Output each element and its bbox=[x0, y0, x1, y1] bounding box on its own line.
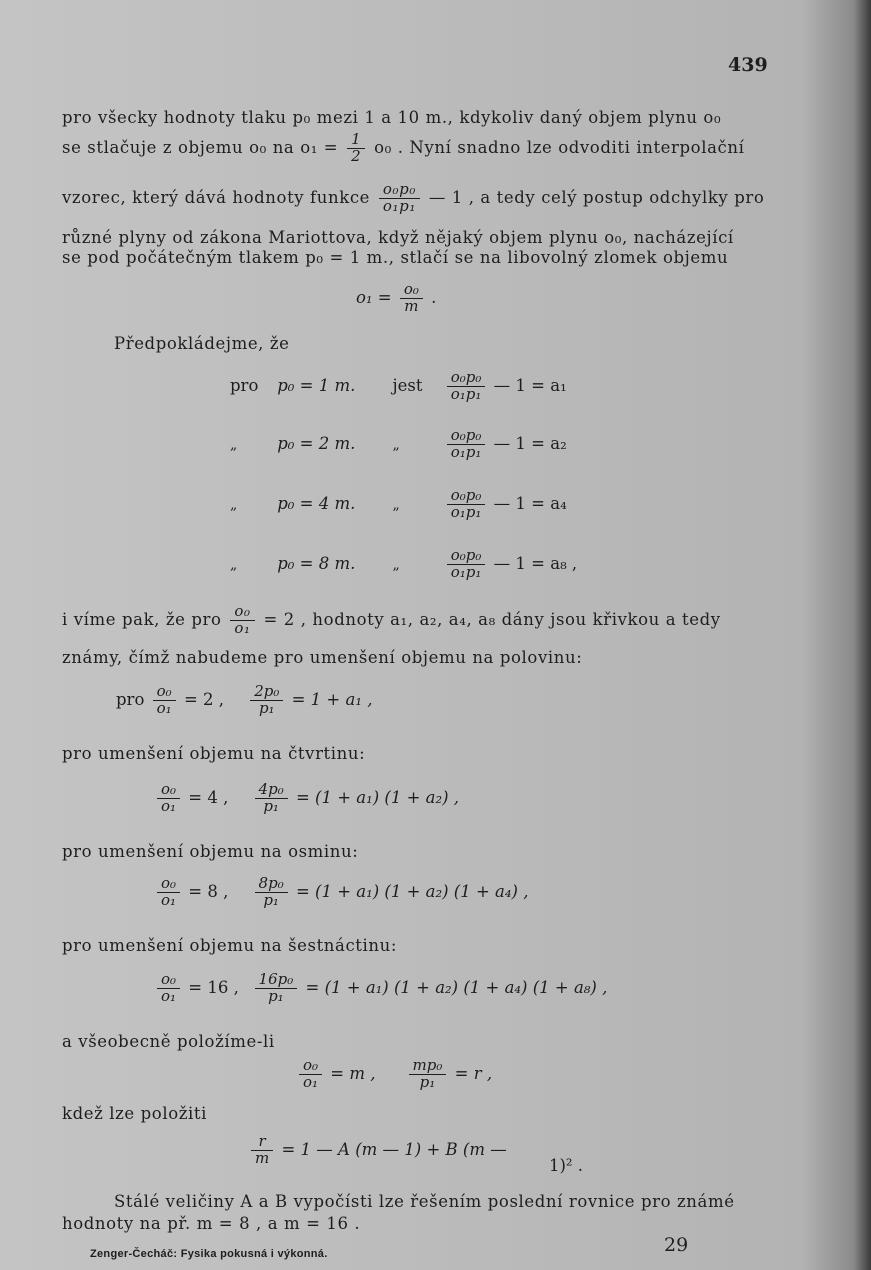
fraction bbox=[447, 370, 486, 403]
fraction-numerator: mp₀ bbox=[409, 1058, 447, 1075]
equation-eighth bbox=[154, 876, 528, 909]
fraction bbox=[255, 876, 288, 909]
fraction bbox=[347, 132, 365, 165]
fraction bbox=[251, 1134, 273, 1167]
fraction bbox=[447, 548, 486, 581]
case-rhs: — 1 = a₁ bbox=[493, 375, 567, 395]
fraction-denominator: o₁p₁ bbox=[450, 442, 482, 461]
fraction-denominator: p₁ bbox=[258, 698, 275, 717]
case-lead: „ bbox=[230, 436, 238, 453]
case-pressure: p₀ = 2 m. bbox=[277, 433, 356, 453]
signature-mark: 29 bbox=[664, 1234, 689, 1256]
case-row bbox=[230, 428, 567, 461]
eq-mid: = 16 , bbox=[188, 977, 239, 997]
text-line: Předpokládejme, že bbox=[114, 334, 290, 353]
text-line bbox=[62, 132, 744, 165]
case-pressure: p₀ = 1 m. bbox=[277, 375, 356, 395]
case-jest: jest bbox=[392, 375, 423, 395]
fraction-denominator: p₁ bbox=[268, 986, 284, 1005]
fraction-numerator: o₀p₀ bbox=[447, 370, 486, 387]
fraction-denominator: p₁ bbox=[419, 1072, 436, 1091]
eq-lhs: o₁ = bbox=[356, 287, 392, 307]
fraction-numerator: o₀p₀ bbox=[447, 488, 486, 505]
fraction-numerator: o₀ bbox=[153, 684, 176, 701]
eq-rhs: = r , bbox=[454, 1063, 493, 1083]
fraction-numerator: o₀p₀ bbox=[447, 428, 486, 445]
case-lead: „ bbox=[230, 496, 238, 513]
fraction-denominator: o₁ bbox=[161, 890, 177, 909]
text-line: se pod počátečným tlakem p₀ = 1 m., stlačí se na libovolný zlomek objemu bbox=[62, 248, 729, 267]
case-lead: pro bbox=[230, 375, 259, 395]
equation-general bbox=[296, 1058, 492, 1091]
text-line: pro umenšení objemu na čtvrtinu: bbox=[62, 744, 366, 763]
fraction-numerator: o₀ bbox=[400, 282, 423, 299]
eq-tail: 1)² . bbox=[549, 1156, 584, 1175]
eq-rhs: = (1 + a₁) (1 + a₂) (1 + a₄) (1 + a₈) , bbox=[305, 977, 608, 997]
fraction-denominator: o₁ bbox=[156, 698, 172, 717]
case-jest: „ bbox=[392, 556, 400, 573]
fraction-denominator: o₁ bbox=[161, 796, 177, 815]
fraction-denominator: o₁p₁ bbox=[382, 196, 416, 215]
text-line: hodnoty na př. m = 8 , a m = 16 . bbox=[62, 1214, 361, 1233]
fraction-numerator: 1 bbox=[347, 132, 365, 149]
case-row bbox=[230, 488, 567, 521]
equation-interpolation bbox=[248, 1134, 507, 1167]
case-lead: „ bbox=[230, 556, 238, 573]
equation-quarter bbox=[154, 782, 459, 815]
text-line: známy, čímž nabudeme pro umenšení objemu na polovinu: bbox=[62, 648, 583, 667]
eq-rhs: = 1 + a₁ , bbox=[291, 689, 373, 709]
fraction bbox=[379, 182, 420, 215]
equation-sixteenth bbox=[154, 972, 607, 1005]
fraction bbox=[153, 684, 176, 717]
fraction-numerator: o₀ bbox=[157, 876, 180, 893]
fraction bbox=[255, 972, 298, 1005]
fraction-numerator: 8p₀ bbox=[255, 876, 288, 893]
fraction-denominator: m bbox=[404, 296, 419, 315]
case-rhs: — 1 = a₈ , bbox=[493, 553, 578, 573]
eq-end: . bbox=[431, 287, 437, 307]
fraction-numerator: 4p₀ bbox=[255, 782, 288, 799]
fraction bbox=[157, 972, 180, 1005]
fraction-denominator: p₁ bbox=[263, 890, 279, 909]
text-line: různé plyny od zákona Mariottova, když nějaký objem plynu o₀, nacházející bbox=[62, 228, 734, 247]
text-fragment: o₀ . Nyní snadno lze odvoditi interpolační bbox=[374, 137, 745, 157]
fraction-denominator: o₁p₁ bbox=[450, 562, 482, 581]
fraction bbox=[157, 782, 180, 815]
text-fragment: se stlačuje z objemu o₀ na o₁ = bbox=[62, 137, 339, 157]
text-line: pro umenšení objemu na osminu: bbox=[62, 842, 359, 861]
text-line: pro umenšení objemu na šestnáctinu: bbox=[62, 936, 398, 955]
fraction-numerator: o₀ bbox=[157, 782, 180, 799]
case-row bbox=[230, 548, 577, 581]
eq-mid: = m , bbox=[330, 1063, 376, 1083]
text-fragment: vzorec, který dává hodnoty funkce bbox=[62, 187, 371, 207]
case-pressure: p₀ = 8 m. bbox=[277, 553, 356, 573]
fraction bbox=[255, 782, 288, 815]
fraction bbox=[400, 282, 423, 315]
fraction-denominator: m bbox=[255, 1148, 270, 1167]
fraction-denominator: p₁ bbox=[263, 796, 279, 815]
fraction-numerator: 16p₀ bbox=[255, 972, 298, 989]
text-fragment: i víme pak, že pro bbox=[62, 609, 222, 629]
fraction-denominator: 2 bbox=[351, 146, 362, 165]
text-fragment: = 2 , hodnoty a₁, a₂, a₄, a₈ dány jsou křivkou a tedy bbox=[263, 609, 721, 629]
case-rhs: — 1 = a₂ bbox=[493, 433, 567, 453]
text-line: a všeobecně položíme-li bbox=[62, 1032, 275, 1051]
fraction bbox=[250, 684, 283, 717]
eq-lead: pro bbox=[116, 689, 145, 709]
fraction-numerator: o₀ bbox=[299, 1058, 322, 1075]
case-jest: „ bbox=[392, 496, 400, 513]
fraction-denominator: o₁ bbox=[161, 986, 177, 1005]
fraction-denominator: o₁p₁ bbox=[450, 384, 482, 403]
fraction bbox=[157, 876, 180, 909]
case-jest: „ bbox=[392, 436, 400, 453]
fraction bbox=[447, 488, 486, 521]
eq-rhs: = 1 — A (m — 1) + B (m — bbox=[281, 1139, 507, 1159]
fraction-numerator: o₀ bbox=[157, 972, 180, 989]
fraction bbox=[299, 1058, 322, 1091]
text-line bbox=[62, 182, 764, 215]
text-line: kdež lze položiti bbox=[62, 1104, 208, 1123]
fraction bbox=[447, 428, 486, 461]
fraction-numerator: r bbox=[251, 1134, 273, 1151]
footer-imprint: Zenger-Čecháč: Fysika pokusná i výkonná. bbox=[90, 1248, 328, 1260]
case-row bbox=[230, 370, 567, 403]
text-line: Stálé veličiny A a B vypočísti lze řešením poslední rovnice pro známé bbox=[114, 1192, 735, 1211]
eq-rhs: = (1 + a₁) (1 + a₂) , bbox=[295, 787, 460, 807]
fraction bbox=[230, 604, 254, 637]
eq-mid: = 8 , bbox=[188, 881, 229, 901]
text-fragment: — 1 , a tedy celý postup odchylky pro bbox=[428, 187, 765, 207]
fraction-numerator: 2p₀ bbox=[250, 684, 283, 701]
eq-mid: = 4 , bbox=[188, 787, 229, 807]
fraction-denominator: o₁p₁ bbox=[450, 502, 482, 521]
eq-mid: = 2 , bbox=[183, 689, 224, 709]
equation-o1 bbox=[356, 282, 436, 315]
case-pressure: p₀ = 4 m. bbox=[277, 493, 356, 513]
fraction-numerator: o₀p₀ bbox=[379, 182, 420, 199]
fraction-denominator: o₁ bbox=[234, 618, 251, 637]
equation-half bbox=[116, 684, 372, 717]
fraction-numerator: o₀p₀ bbox=[447, 548, 486, 565]
text-line bbox=[62, 604, 721, 637]
fraction-numerator: o₀ bbox=[230, 604, 254, 621]
fraction bbox=[409, 1058, 447, 1091]
fraction-denominator: o₁ bbox=[303, 1072, 319, 1091]
case-rhs: — 1 = a₄ bbox=[493, 493, 567, 513]
page-number: 439 bbox=[728, 54, 768, 76]
text-line: pro všecky hodnoty tlaku p₀ mezi 1 a 10 m., kdykoliv daný objem plynu o₀ bbox=[62, 108, 722, 127]
eq-rhs: = (1 + a₁) (1 + a₂) (1 + a₄) , bbox=[295, 881, 529, 901]
